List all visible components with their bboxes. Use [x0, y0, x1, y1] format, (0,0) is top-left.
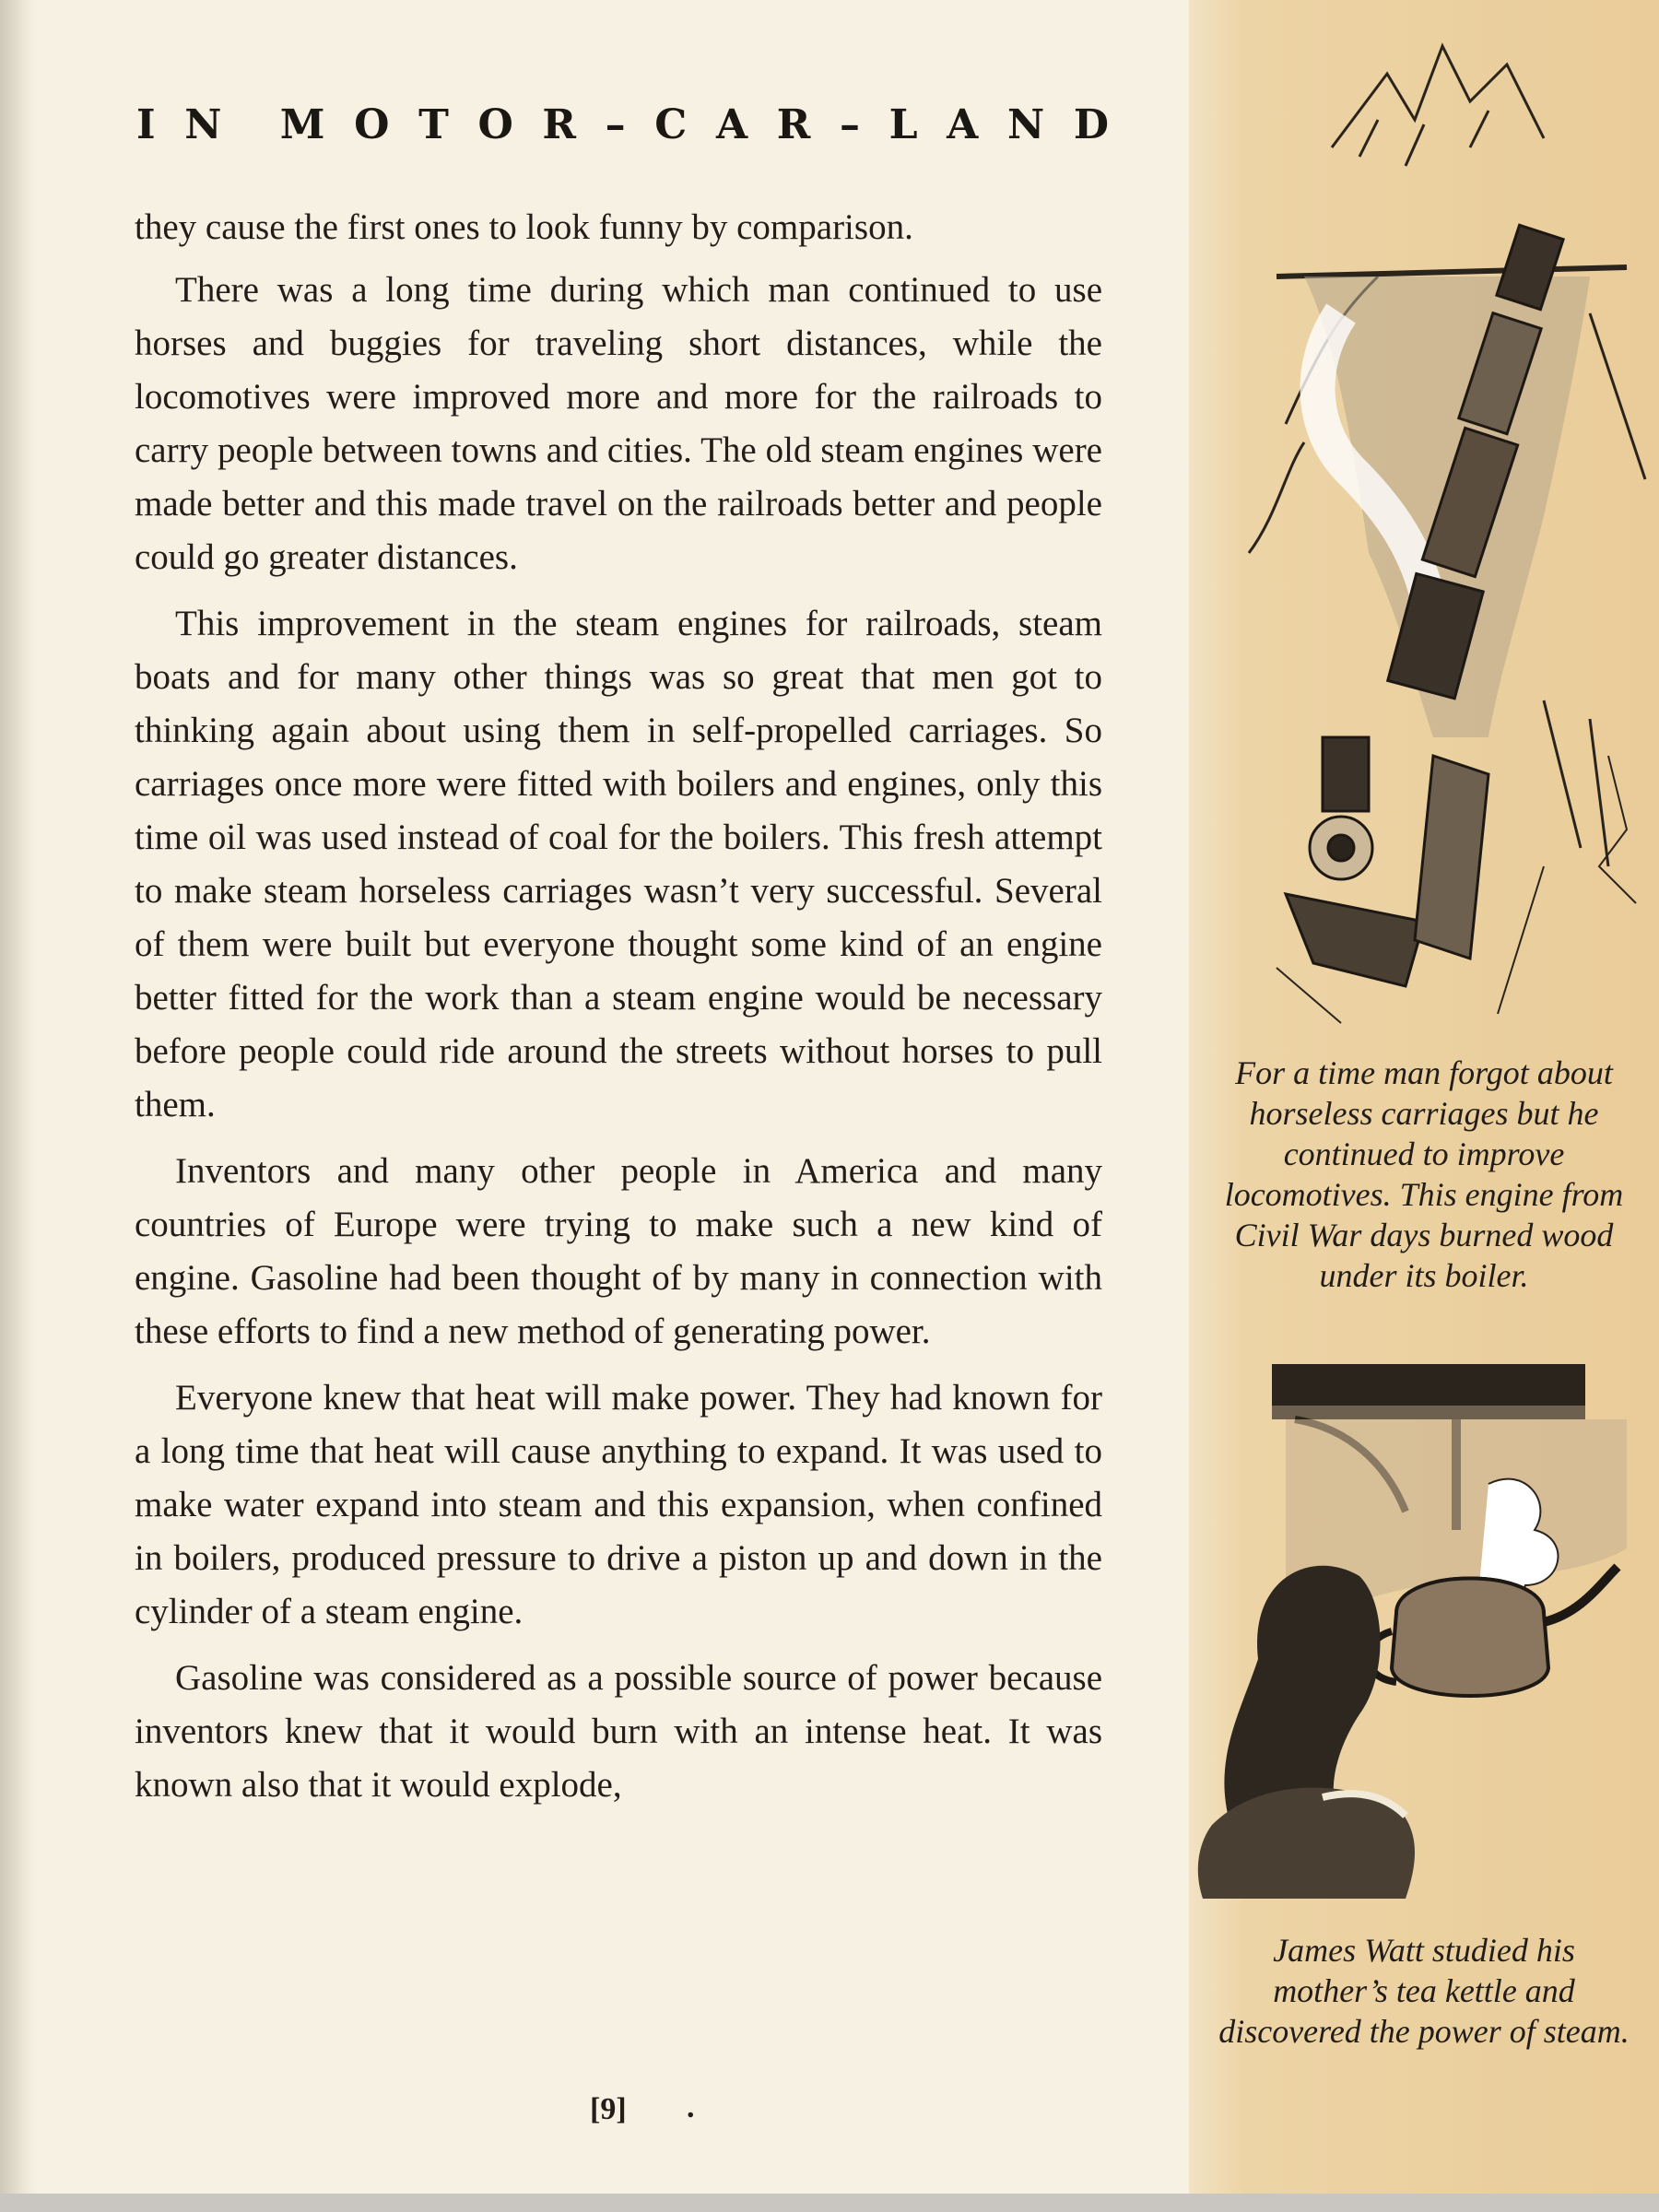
running-head-letter: M — [279, 101, 325, 148]
running-head-dash: – — [839, 101, 860, 148]
running-head-letter: T — [418, 101, 449, 148]
running-head-letter: D — [1073, 101, 1109, 148]
running-head-letter: L — [888, 101, 918, 148]
running-head-letter: O — [354, 101, 390, 148]
tea-kettle-illustration — [1184, 1364, 1654, 1917]
running-head-letter: R — [776, 101, 811, 148]
running-head-letter: A — [715, 101, 748, 148]
locomotive-caption: For a time man forgot about horseless carriages but he continued to improve locomotives. This engine from Civil War days burned wood under its boiler. — [1224, 1054, 1624, 1294]
page-bottom-edge — [0, 2194, 1659, 2212]
running-head-letter: R — [542, 101, 576, 148]
running-head-letter: C — [654, 101, 688, 148]
running-head-letter: N — [1006, 101, 1045, 148]
running-head-letter: N — [184, 101, 222, 148]
paragraph: Everyone knew that heat will make power. They had known for a long time that heat will cause anything to expand. It was used to make water expand into steam and this expansion, when confined in boilers, produced pressure to drive a piston up and down in the cylinder of a steam engine. — [135, 1378, 1102, 1631]
body-text — [135, 201, 1102, 1825]
page-number: [9] — [590, 2092, 627, 2126]
running-head-letter: I — [136, 101, 156, 148]
running-head-letter: O — [477, 101, 513, 148]
paragraph: This improvement in the steam engines for railroads, steam boats and for many other things was so great that men got to thinking again about using them in self-propelled carriages. So carriages once more were fitted with boilers and engines, only this time oil was used instead of coal for the boilers. This fresh attempt to make steam horseless carriages wasn’t very successful. Several of them were built but everyone thought some kind of an engine better fitted for the work than a steam engine would be necessary before people could ride around the streets without horses to pull them. — [135, 604, 1102, 1124]
page-gutter — [0, 0, 37, 2198]
paragraph: they cause the first ones to look funny by comparison. — [135, 207, 913, 247]
paragraph: There was a long time during which man continued to use horses and buggies for traveling short distances, while the locomotives were improved more and more for the railroads to carry people between towns and cities. The old steam engines were made better and this made travel on the railroads better and people could go greater distances. — [135, 270, 1102, 577]
running-head-dash: – — [605, 101, 626, 148]
running-head-letter: A — [947, 101, 979, 148]
running-head — [136, 101, 1109, 148]
kettle-caption: James Watt studied his mother’s tea kettle and discovered the power of steam. — [1218, 1932, 1630, 2050]
locomotive-illustration — [1194, 37, 1654, 1037]
page-dot: . — [687, 2090, 695, 2124]
paragraph: Gasoline was considered as a possible source of power because inventors knew that it would burn with an intense heat. It was known also that it would explode, — [135, 1658, 1102, 1805]
paragraph: Inventors and many other people in America and many countries of Europe were trying to make such a new kind of engine. Gasoline had been thought of by many in connection with these efforts to find a new method of generating power. — [135, 1151, 1102, 1351]
